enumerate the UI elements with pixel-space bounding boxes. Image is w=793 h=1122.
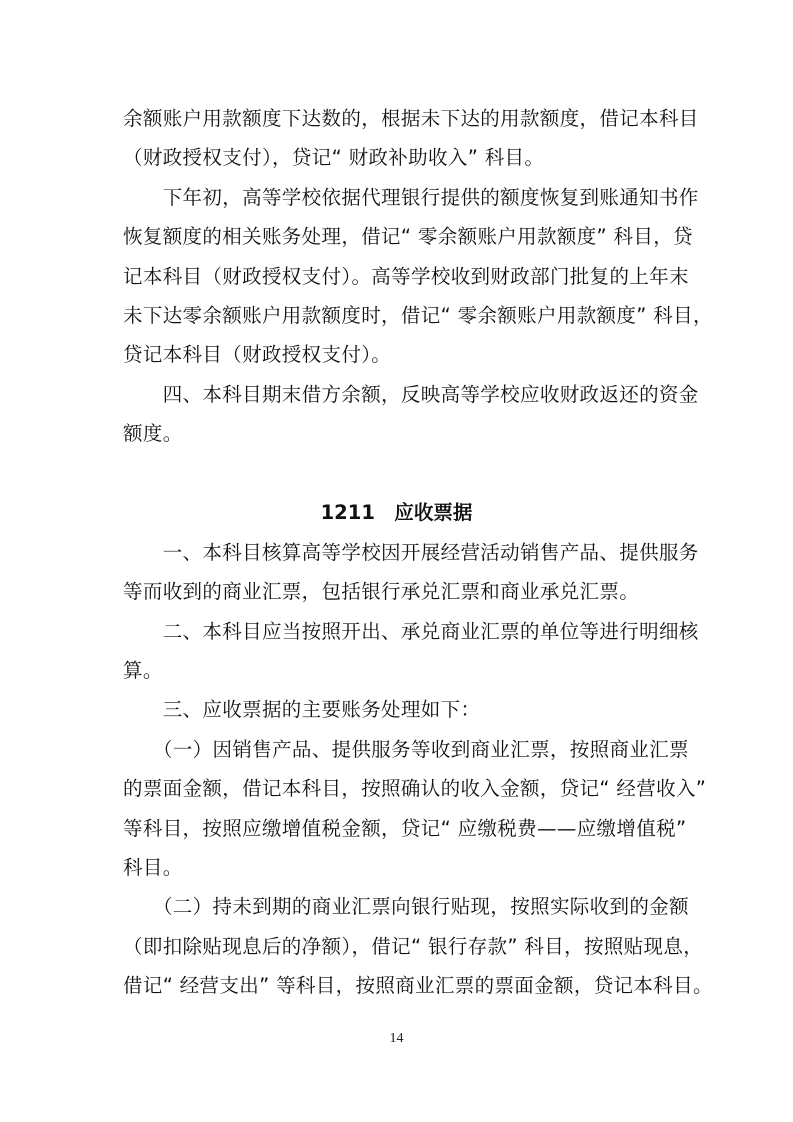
body-text-line: （二）持未到期的商业汇票向银行贴现，按照实际收到的金额 — [123, 895, 689, 918]
body-text-line: 借记“ 经营支出” 等科目，按照商业汇票的票面金额，贷记本科目。 — [123, 974, 713, 997]
body-text-line: 等科目，按照应缴增值税金额，贷记“ 应缴税费——应缴增值税” — [123, 817, 687, 840]
body-text-line: 余额账户用款额度下达数的，根据未下达的用款额度，借记本科目 — [123, 107, 699, 130]
body-text-line: 四、本科目期末借方余额，反映高等学校应收财政返还的资金 — [123, 383, 699, 406]
body-text-line: 下年初，高等学校依据代理银行提供的额度恢复到账通知书作 — [123, 186, 699, 209]
body-text-line: （即扣除贴现息后的净额），借记“ 银行存款” 科目，按照贴现息， — [123, 935, 704, 958]
body-text-line: 未下达零余额账户用款额度时，借记“ 零余额账户用款额度” 科目， — [123, 304, 713, 327]
body-text-line: 额度。 — [123, 422, 183, 445]
body-text-line: 的票面金额，借记本科目，按照确认的收入金额，贷记“ 经营收入” — [123, 777, 707, 800]
body-text-line: 记本科目（财政授权支付）。高等学校收到财政部门批复的上年末 — [123, 265, 689, 288]
section-heading: 1211 应收票据 — [320, 501, 473, 524]
body-text-line: 一、本科目核算高等学校因开展经营活动销售产品、提供服务 — [123, 541, 699, 564]
body-text-line: 等而收到的商业汇票，包括银行承兑汇票和商业承兑汇票。 — [123, 580, 640, 603]
body-text-line: 贷记本科目（财政授权支付）。 — [123, 343, 392, 366]
body-text-line: 科目。 — [123, 856, 183, 879]
body-text-line: 算。 — [123, 659, 163, 682]
body-text-line: 三、应收票据的主要账务处理如下： — [123, 698, 481, 721]
body-text-line: 二、本科目应当按照开出、承兑商业汇票的单位等进行明细核 — [123, 620, 699, 643]
body-text-line: （一）因销售产品、提供服务等收到商业汇票，按照商业汇票 — [123, 738, 689, 761]
body-text-line: （财政授权支付），贷记“ 财政补助收入” 科目。 — [123, 146, 545, 169]
body-text-line: 恢复额度的相关账务处理，借记“ 零余额账户用款额度” 科目，贷 — [123, 225, 693, 248]
page-number: 14 — [389, 1031, 404, 1046]
